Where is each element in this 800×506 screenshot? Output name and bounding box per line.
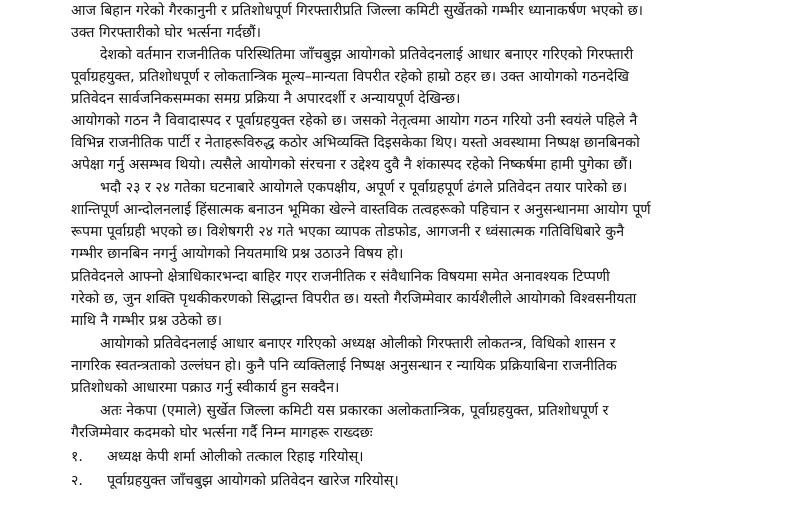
paragraph-line: आयोगको प्रतिवेदनलाई आधार बनाएर गरिएको अध्यक्ष ओलीको गिरफ्तारी लोकतन्त्र, विधिको शासन र bbox=[100, 336, 616, 352]
demand-item bbox=[71, 470, 731, 492]
paragraph-line: रूपमा पूर्वाग्रही भएको छ। विशेषगरी २४ गते भएका व्यापक तोडफोड, आगजनी र ध्वंसात्मक गतिविधिबारे कुनै bbox=[71, 224, 625, 240]
paragraph-line: शान्तिपूर्ण आन्दोलनलाई हिंसात्मक बनाउन भूमिका खेल्ने वास्तविक तत्वहरूको पहिचान र अनुसन्धानमा आयोग पूर्ण bbox=[71, 202, 651, 218]
paragraph-line: प्रतिशोधको आधारमा पक्राउ गर्नु स्वीकार्य हुन सक्दैन। bbox=[71, 380, 340, 396]
paragraph-line: गम्भीर छानबिन नगर्नु आयोगको नियतमाथि प्रश्न उठाउने विषय हो। bbox=[71, 246, 404, 262]
paragraph-line: प्रतिवेदन सार्वजनिकसम्मका समग्र प्रक्रिया नै अपारदर्शी र अन्यायपूर्ण देखिन्छ। bbox=[71, 91, 461, 107]
paragraph-line: आज बिहान गरेको गैरकानुनी र प्रतिशोधपूर्ण गिरफ्तारीप्रति जिल्ला कमिटी सुर्खेतको गम्भीर ध्यानाकर्षण भएको छ। bbox=[71, 3, 644, 19]
paragraph-line: आयोगको गठन नै विवादास्पद र पूर्वाग्रहयुक्त रहेको छ। जसको नेतृत्वमा आयोग गठन गरियो उनी स्वयंले पहिले नै bbox=[71, 113, 638, 129]
paragraph-line: भदौ २३ र २४ गतेका घटनाबारे आयोगले एकपक्षीय, अपूर्ण र पूर्वाग्रहपूर्ण ढंगले प्रतिवेदन तयार पारेको छ। bbox=[100, 180, 628, 196]
paragraph-line: विभिन्न राजनीतिक पार्टी र नेताहरूविरुद्ध कठोर अभिव्यक्ति दिइसकेका थिए। यस्तो अवस्थामा निष्पक्ष छानबिनको bbox=[71, 135, 640, 151]
paragraph-line: प्रतिवेदनले आफ्नो क्षेत्राधिकारभन्दा बाहिर गएर राजनीतिक र संवैधानिक विषयमा समेत अनावश्यक टिप्पणी bbox=[71, 269, 610, 285]
paragraph-line: पूर्वाग्रहयुक्त, प्रतिशोधपूर्ण र लोकतान्त्रिक मूल्य–मान्यता विपरीत रहेको हाम्रो ठहर छ। उक्त आयोगको गठनदेखि bbox=[71, 69, 629, 85]
paragraph-line: माथि नै गम्भीर प्रश्न उठेको छ। bbox=[71, 313, 223, 329]
paragraph-line: देशको वर्तमान राजनीतिक परिस्थितिमा जाँचबुझ आयोगको प्रतिवेदनलाई आधार बनाएर गरिएको गिरफ्तारी bbox=[100, 47, 634, 63]
demand-text: पूर्वाग्रहयुक्त जाँचबुझ आयोगको प्रतिवेदन खारेज गरियोस्। bbox=[107, 473, 399, 489]
paragraph-line: अपेक्षा गर्नु असम्भव थियो। त्यसैले आयोगको संरचना र उद्देश्य दुवै नै शंकास्पद रहेको निष्कर्षमा हामी पुगेका छौं। bbox=[71, 157, 633, 173]
demand-number: १. bbox=[71, 449, 83, 465]
paragraph-line: गरेको छ, जुन शक्ति पृथकीकरणको सिद्धान्त विपरीत छ। यस्तो गैरजिम्मेवार कार्यशैलीले आयोगको विश्वसनीयता bbox=[71, 291, 637, 307]
paragraph-line: नागरिक स्वतन्त्रताको उल्लंघन हो। कुनै पनि व्यक्तिलाई निष्पक्ष अनुसन्धान र न्यायिक प्रक्रियाबिना राजनीतिक bbox=[71, 358, 617, 374]
paragraph-line: गैरजिम्मेवार कदमको घोर भर्त्सना गर्दै निम्न मागहरू राख्दछः bbox=[71, 425, 373, 441]
paragraph-line: उक्त गिरफ्तारीको घोर भर्त्सना गर्दछौं। bbox=[71, 25, 261, 41]
paragraph-line: अतः नेकपा (एमाले) सुर्खेत जिल्ला कमिटी यस प्रकारका अलोकतान्त्रिक, पूर्वाग्रहयुक्त, प्रतिशोधपूर्ण र bbox=[100, 403, 609, 419]
demand-item bbox=[71, 446, 731, 468]
demand-number: २. bbox=[71, 473, 83, 489]
demand-text: अध्यक्ष केपी शर्मा ओलीको तत्काल रिहाइ गरियोस्। bbox=[107, 449, 364, 465]
